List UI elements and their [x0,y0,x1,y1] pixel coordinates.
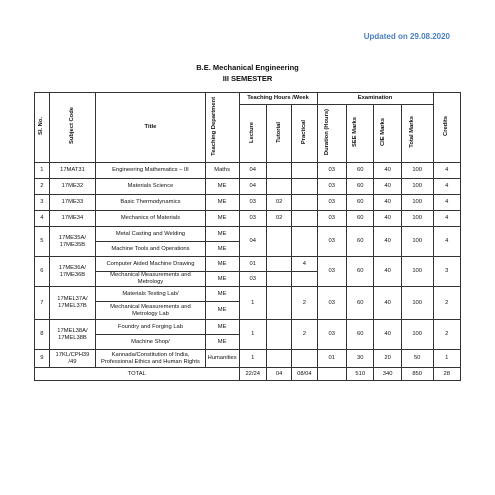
lecture-cell: 04 [239,227,266,257]
duration-cell: 03 [317,195,347,211]
department-cell: ME [205,242,239,257]
duration-cell: 03 [317,257,347,287]
header-cie-marks: CIE Marks [374,105,401,163]
table-row [35,287,461,302]
title-cell: Engineering Mathematics – III [96,163,206,179]
credits-cell: 3 [433,257,461,287]
tutorial-cell: 02 [266,195,291,211]
department-cell: ME [205,179,239,195]
total-marks-cell: 100 [401,257,433,287]
total-cie: 340 [374,368,401,381]
cie-cell: 40 [374,179,401,195]
header-see-marks: SEE Marks [347,105,374,163]
lecture-cell: 1 [239,287,266,320]
credits-cell: 4 [433,195,461,211]
sl-no-cell: 5 [35,227,50,257]
tutorial-cell [266,163,291,179]
table-row [35,195,461,211]
department-cell: Humanities [205,350,239,368]
table-row [35,227,461,242]
table-row [35,350,461,368]
cie-cell: 40 [374,287,401,320]
total-practical: 08/04 [292,368,317,381]
cie-cell: 40 [374,211,401,227]
subject-code-cell: 17ME36A/ 17ME36B [49,257,95,287]
program-title: B.E. Mechanical Engineering [196,63,299,72]
credits-cell: 2 [433,287,461,320]
lecture-cell: 1 [239,350,266,368]
total-marks-cell: 100 [401,211,433,227]
title-cell: Metal Casting and Welding [96,227,206,242]
title-cell: Materials Testing Lab/ [96,287,206,302]
title-cell: Foundry and Forging Lab [96,320,206,335]
duration-cell: 03 [317,287,347,320]
practical-cell [292,272,317,287]
practical-cell [292,350,317,368]
sl-no-cell: 8 [35,320,50,350]
total-row [35,368,461,381]
tutorial-cell: 02 [266,211,291,227]
total-duration [317,368,347,381]
see-cell: 60 [347,287,374,320]
tutorial-cell [266,272,291,287]
lecture-cell: 03 [239,195,266,211]
sl-no-cell: 2 [35,179,50,195]
sl-no-cell: 6 [35,257,50,287]
lecture-cell: 04 [239,163,266,179]
sl-no-cell: 4 [35,211,50,227]
total-marks-cell: 100 [401,179,433,195]
cie-cell: 40 [374,320,401,350]
scheme-table [34,92,461,381]
see-cell: 60 [347,163,374,179]
practical-cell [292,163,317,179]
table-row [35,320,461,335]
total-marks-cell: 50 [401,350,433,368]
cie-cell: 40 [374,195,401,211]
credits-cell: 1 [433,350,461,368]
lecture-cell: 03 [239,272,266,287]
credits-cell: 4 [433,179,461,195]
lecture-cell: 04 [239,179,266,195]
subject-code-cell: 17MEL38A/ 17MEL38B [49,320,95,350]
total-marks-cell: 100 [401,195,433,211]
table-row [35,163,461,179]
total-marks: 850 [401,368,433,381]
sl-no-cell: 7 [35,287,50,320]
department-cell: Maths [205,163,239,179]
header-title: Title [96,93,206,163]
cie-cell: 20 [374,350,401,368]
total-lecture: 22/24 [239,368,266,381]
practical-cell: 2 [292,287,317,320]
cie-cell: 40 [374,227,401,257]
department-cell: ME [205,272,239,287]
subject-code-cell: 17MAT31 [49,163,95,179]
subject-code-cell: 17ME34 [49,211,95,227]
table-row [35,211,461,227]
see-cell: 60 [347,257,374,287]
practical-cell [292,195,317,211]
lecture-cell: 1 [239,320,266,350]
credits-cell: 4 [433,227,461,257]
tutorial-cell [266,287,291,320]
semester-title: III SEMESTER [222,74,273,83]
subject-code-cell: 17ME32 [49,179,95,195]
header-credits: Credits [433,93,461,163]
sl-no-cell: 9 [35,350,50,368]
department-cell: ME [205,227,239,242]
sl-no-cell: 3 [35,195,50,211]
total-see: 510 [347,368,374,381]
tutorial-cell [266,227,291,257]
department-cell: ME [205,257,239,272]
title-cell: Materials Science [96,179,206,195]
department-cell: ME [205,195,239,211]
header-teaching-department: Teaching Department [205,93,239,163]
cie-cell: 40 [374,257,401,287]
lecture-cell: 03 [239,211,266,227]
duration-cell: 03 [317,179,347,195]
duration-cell: 03 [317,227,347,257]
credits-cell: 4 [433,163,461,179]
tutorial-cell [266,179,291,195]
header-examination: Examination [317,93,433,105]
duration-cell: 03 [317,211,347,227]
header-duration: Duration (Hours) [317,105,347,163]
see-cell: 60 [347,195,374,211]
document-title [0,62,495,84]
header-teaching-hours: Teaching Hours /Week [239,93,317,105]
header-total-marks: Total Marks [401,105,433,163]
total-marks-cell: 100 [401,163,433,179]
department-cell: ME [205,211,239,227]
subject-code-cell: 17KL/CPH39 /49 [49,350,95,368]
department-cell: ME [205,335,239,350]
total-credits: 28 [433,368,461,381]
tutorial-cell [266,350,291,368]
see-cell: 60 [347,211,374,227]
total-marks-cell: 100 [401,320,433,350]
total-marks-cell: 100 [401,287,433,320]
title-cell: Kannada/Constitution of India, Professional Ethics and Human Rights [96,350,206,368]
duration-cell: 03 [317,163,347,179]
department-cell: ME [205,287,239,302]
updated-date: Updated on 29.08.2020 [363,32,450,41]
practical-cell: 2 [292,320,317,350]
practical-cell [292,211,317,227]
title-cell: Mechanical Measurements and Metrology [96,272,206,287]
header-practical: Practical [292,105,317,163]
practical-cell [292,179,317,195]
cie-cell: 40 [374,163,401,179]
lecture-cell: 01 [239,257,266,272]
credits-cell: 4 [433,211,461,227]
subject-code-cell: 17ME33 [49,195,95,211]
see-cell: 60 [347,179,374,195]
duration-cell: 01 [317,350,347,368]
practical-cell: 4 [292,257,317,272]
header-tutorial: Tutorial [266,105,291,163]
duration-cell: 03 [317,320,347,350]
department-cell: ME [205,302,239,320]
see-cell: 60 [347,320,374,350]
subject-code-cell: 17MEL37A/ 17MEL37B [49,287,95,320]
see-cell: 60 [347,227,374,257]
title-cell: Machine Shop/ [96,335,206,350]
total-tutorial: 04 [266,368,291,381]
title-cell: Basic Thermodynamics [96,195,206,211]
see-cell: 30 [347,350,374,368]
table-row [35,179,461,195]
department-cell: ME [205,320,239,335]
tutorial-cell [266,320,291,350]
table-row [35,257,461,272]
total-marks-cell: 100 [401,227,433,257]
total-label: TOTAL [35,368,240,381]
sl-no-cell: 1 [35,163,50,179]
tutorial-cell [266,257,291,272]
title-cell: Machine Tools and Operations [96,242,206,257]
title-cell: Mechanical Measurements and Metrology Lab [96,302,206,320]
header-lecture: Lecture [239,105,266,163]
subject-code-cell: 17ME35A/ 17ME35B [49,227,95,257]
credits-cell: 2 [433,320,461,350]
practical-cell [292,227,317,257]
title-cell: Mechanics of Materials [96,211,206,227]
title-cell: Computer Aided Machine Drawing [96,257,206,272]
header-subject-code: Subject Code [49,93,95,163]
header-sl-no: Sl. No. [35,93,50,163]
